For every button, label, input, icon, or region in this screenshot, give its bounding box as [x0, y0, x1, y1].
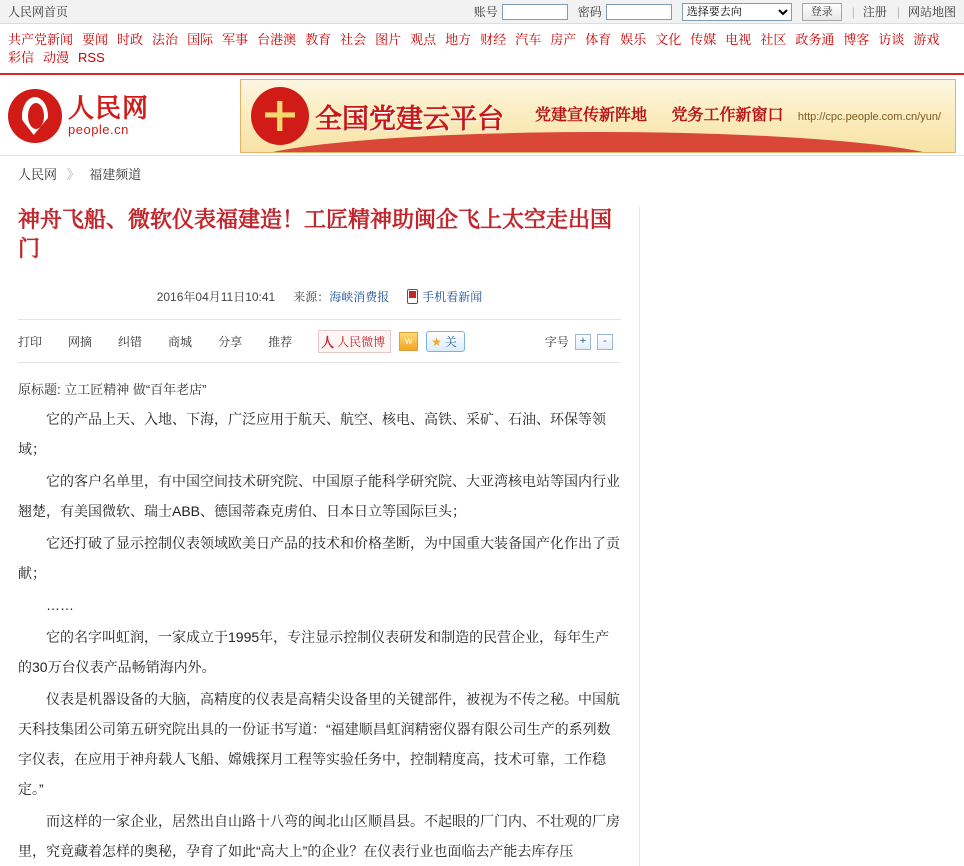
share-button[interactable]: 分享 [218, 335, 243, 350]
nav-item-26[interactable]: 动漫 [43, 50, 70, 65]
article-paragraph-3: …… [46, 597, 74, 614]
nav-item-15[interactable]: 体育 [585, 32, 612, 47]
nav-item-5[interactable]: 军事 [222, 32, 249, 47]
breadcrumb-item-1[interactable]: 福建频道 [89, 167, 142, 182]
article-body [18, 404, 621, 866]
sina-weibo-icon[interactable]: w [399, 332, 418, 351]
article-paragraph-4: 它的名字叫虹润，一家成立于1995年，专注显示控制仪表研发和制造的民营企业，每年生产的30万台仪表产品畅销海内外。 [18, 629, 610, 676]
article-paragraph-2: 它还打破了显示控制仪表领域欧美日产品的技术和价格垄断，为中国重大装备国产化作出了贡献； [18, 535, 620, 582]
font-size-control [545, 333, 613, 350]
nav-item-24[interactable]: 游戏 [913, 32, 940, 47]
correction-button[interactable]: 纠错 [118, 335, 143, 350]
password-input[interactable] [606, 4, 672, 20]
site-header [0, 75, 964, 155]
nav-item-27[interactable]: RSS [78, 50, 105, 65]
follow-button[interactable] [426, 331, 465, 352]
topbar-divider-2: | [896, 4, 900, 19]
nav-item-4[interactable]: 国际 [187, 32, 214, 47]
article-container [0, 207, 640, 866]
follow-label: 关 [444, 335, 457, 350]
mall-button[interactable]: 商城 [168, 335, 193, 350]
nav-item-11[interactable]: 地方 [445, 32, 472, 47]
nav-item-3[interactable]: 法治 [152, 32, 179, 47]
nav-item-9[interactable]: 图片 [375, 32, 402, 47]
font-size-label: 字号 [544, 335, 569, 350]
people-logo-icon [8, 89, 62, 143]
banner-url: http://cpc.people.com.cn/yun/ [797, 110, 941, 123]
article-source-label: 来源： [293, 290, 330, 305]
nav-item-22[interactable]: 博客 [843, 32, 870, 47]
region-select[interactable] [682, 3, 792, 21]
people-weibo-icon: 人 [321, 335, 335, 351]
article-subtitle: 原标题: 立工匠精神 做“百年老店” [18, 382, 207, 398]
nav-item-0[interactable]: 共产党新闻 [8, 32, 74, 47]
breadcrumb-item-0[interactable]: 人民网 [18, 167, 58, 182]
print-button[interactable]: 打印 [18, 335, 43, 350]
mobile-phone-icon [407, 289, 418, 304]
login-button[interactable]: 登录 [802, 3, 842, 21]
nav-item-18[interactable]: 传媒 [690, 32, 717, 47]
article-paragraph-0: 它的产品上天、入地、下海，广泛应用于航天、航空、核电、高铁、采矿、石油、环保等领域； [18, 411, 606, 458]
article-toolbar [18, 320, 621, 363]
top-utility-bar [0, 0, 964, 24]
mobile-news-link[interactable] [407, 288, 482, 305]
people-weibo-button[interactable] [318, 330, 391, 353]
banner-slogan-line [525, 107, 798, 124]
logo-wordmark [68, 93, 150, 137]
article-date: 2016年04月11日10:41 [156, 290, 276, 305]
font-size-decrease-button[interactable]: - [597, 334, 613, 350]
article-paragraph-6: 而这样的一家企业，居然出自山路十八弯的闽北山区顺昌县。不起眼的厂门内、不壮观的厂房里，究竟藏着怎样的奥秘，孕育了如此“高大上”的企业？在仪表行业也面临去产能去库存压 [18, 813, 620, 860]
article-meta [18, 282, 621, 320]
nav-item-8[interactable]: 社会 [340, 32, 367, 47]
banner-slogan-right: 党务工作新窗口 [671, 106, 784, 124]
recommend-button[interactable]: 推荐 [268, 335, 293, 350]
breadcrumb [0, 155, 964, 191]
banner-slogans [525, 105, 941, 127]
article-paragraph-5: 仪表是机器设备的大脑，高精度的仪表是高精尖设备里的关键部件，被视为不传之秘。中国航天科技集团公司第五研究院出具的一份证书写道：“福建顺昌虹润精密仪器有限公司生产的系列数字仪表，在应用于神舟载人飞船、嫦娥探月工程等实验任务中，控制精度高，技术可靠，工作稳定。” [18, 691, 620, 798]
nav-item-19[interactable]: 电视 [725, 32, 752, 47]
people-home-link[interactable]: 人民网首页 [8, 5, 69, 19]
breadcrumb-separator: 》 [66, 167, 80, 182]
sitemap-link[interactable]: 网站地图 [907, 5, 956, 19]
banner-slogan-left: 党建宣传新阵地 [534, 106, 647, 124]
nav-item-20[interactable]: 社区 [760, 32, 787, 47]
logo-cn-text: 人民网 [68, 93, 150, 124]
nav-item-7[interactable]: 教育 [305, 32, 332, 47]
register-link[interactable]: 注册 [862, 5, 887, 19]
nav-item-16[interactable]: 娱乐 [620, 32, 647, 47]
banner-title: 全国党建云平台 [315, 103, 504, 135]
nav-item-1[interactable]: 要闻 [82, 32, 109, 47]
site-logo[interactable] [8, 89, 208, 143]
article-source [293, 288, 389, 305]
nav-item-2[interactable]: 时政 [117, 32, 144, 47]
people-weibo-label: 人民微博 [337, 335, 386, 350]
font-size-increase-button[interactable]: + [575, 334, 591, 350]
account-label: 账号 [473, 5, 498, 19]
star-icon: ★ [431, 334, 442, 349]
topbar-divider-1: | [851, 4, 855, 19]
account-input[interactable] [502, 4, 568, 20]
nav-item-17[interactable]: 文化 [655, 32, 682, 47]
nav-item-21[interactable]: 政务通 [795, 32, 835, 47]
article-paragraph-1: 它的客户名单里，有中国空间技术研究院、中国原子能科学研究院、大亚湾核电站等国内行业翘楚，有美国微软、瑞士ABB、德国蒂森克虏伯、日本日立等国际巨头； [18, 473, 620, 520]
password-label: 密码 [577, 5, 602, 19]
article-title: 神舟飞船、微软仪表福建造！工匠精神助闽企飞上太空走出国门 [18, 208, 613, 262]
nav-item-6[interactable]: 台港澳 [257, 32, 297, 47]
nav-item-14[interactable]: 房产 [550, 32, 577, 47]
mobile-news-label: 手机看新闻 [422, 290, 483, 305]
nav-item-25[interactable]: 彩信 [8, 50, 35, 65]
logo-en-text: people.cn [68, 121, 129, 137]
party-emblem-icon [251, 87, 309, 145]
channel-nav [0, 24, 964, 75]
webclip-button[interactable]: 网摘 [68, 335, 93, 350]
ad-banner-party-cloud[interactable] [240, 79, 956, 153]
article-source-link[interactable]: 海峡消费报 [329, 290, 390, 305]
nav-item-13[interactable]: 汽车 [515, 32, 542, 47]
nav-item-10[interactable]: 观点 [410, 32, 437, 47]
nav-item-23[interactable]: 访谈 [878, 32, 905, 47]
nav-item-12[interactable]: 财经 [480, 32, 507, 47]
